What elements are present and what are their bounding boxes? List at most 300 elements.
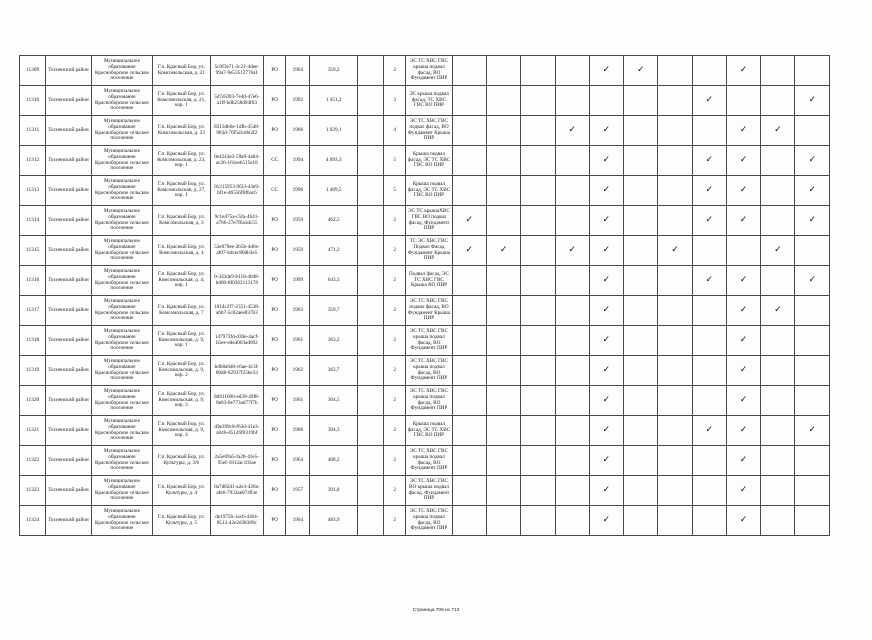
checkmark-icon: ✓	[602, 245, 611, 256]
cell-work-check	[795, 116, 830, 146]
cell-work-check	[555, 326, 589, 356]
cell-area: 1 929,1	[310, 116, 357, 146]
checkmark-icon: ✓	[774, 125, 782, 136]
cell-area: 483,9	[310, 506, 357, 536]
cell-record-id: 11319	[20, 356, 46, 386]
cell-municipality: Муниципальное образование Красноборское сельское поселение	[91, 206, 153, 236]
cell-work-check	[795, 506, 830, 536]
table-row	[20, 476, 830, 506]
cell-works-list: ЭС ТС ХВС ГВС ВО крыша подвал фасад, Фундамент ПИР	[406, 476, 452, 506]
cell-fias-code: 01215953-9f23-43e9-bf1e-d6556f6f6ac6	[210, 176, 263, 206]
checkmark-icon: ✓	[465, 215, 474, 226]
cell-work-check	[624, 116, 658, 146]
cell-work-check	[589, 266, 623, 296]
cell-address: Г.п. Красный Бор, ул. Комсомольская, д. 23	[153, 116, 210, 146]
cell-address: Г.п. Красный Бор, ул. Комсомольская, д. 4	[153, 236, 210, 266]
cell-blank	[357, 56, 383, 86]
cell-year-built: 1992	[286, 86, 310, 116]
cell-work-check	[589, 506, 623, 536]
table-row	[20, 236, 830, 266]
cell-work-check	[761, 176, 795, 206]
checkmark-icon: ✓	[602, 485, 611, 496]
cell-work-check	[726, 506, 760, 536]
cell-municipality: Муниципальное образование Красноборское сельское поселение	[91, 116, 153, 146]
cell-building-type: РО	[264, 296, 286, 326]
cell-work-check	[521, 266, 555, 296]
table-row	[20, 56, 830, 86]
cell-work-check	[795, 446, 830, 476]
cell-building-type: СС	[264, 146, 286, 176]
checkmark-icon: ✓	[602, 215, 611, 226]
cell-work-check	[555, 86, 589, 116]
cell-work-check	[555, 56, 589, 86]
cell-work-check	[624, 86, 658, 116]
cell-work-check	[486, 296, 520, 326]
cell-year-built: 1962	[286, 356, 310, 386]
cell-year-built: 1957	[286, 476, 310, 506]
cell-district: Тосненский район	[46, 386, 91, 416]
cell-address: Г.п. Красный Бор, ул. Комсомольская, д. 23, кор. 1	[153, 146, 210, 176]
cell-floors: 4	[384, 116, 406, 146]
cell-work-check	[589, 146, 623, 176]
cell-work-check	[658, 266, 692, 296]
cell-floors: 2	[384, 506, 406, 536]
cell-work-check	[726, 206, 760, 236]
cell-area: 471,2	[310, 236, 357, 266]
cell-fias-code: 9c1e475a-c5fa-4641-a766-27e7f6a3dc55	[210, 206, 263, 236]
cell-work-check	[486, 386, 520, 416]
cell-floors: 2	[384, 326, 406, 356]
cell-blank	[357, 356, 383, 386]
cell-work-check	[692, 386, 726, 416]
checkmark-icon: ✓	[602, 365, 611, 376]
cell-fias-code: 0-343de9-b118-4048-bd00-8f0362113178	[210, 266, 263, 296]
cell-work-check	[658, 236, 692, 266]
cell-work-check	[624, 356, 658, 386]
cell-work-check	[521, 326, 555, 356]
cell-area: 362,7	[310, 356, 357, 386]
cell-work-check	[555, 506, 589, 536]
cell-work-check	[761, 296, 795, 326]
cell-work-check	[452, 296, 486, 326]
cell-district: Тосненский район	[46, 266, 91, 296]
checkmark-icon: ✓	[705, 155, 714, 166]
cell-year-built: 1999	[286, 266, 310, 296]
cell-area: 363,2	[310, 326, 357, 356]
cell-work-check	[486, 86, 520, 116]
cell-year-built: 1963	[286, 296, 310, 326]
checkmark-icon: ✓	[739, 275, 748, 286]
checkmark-icon: ✓	[808, 215, 817, 226]
cell-work-check	[555, 476, 589, 506]
cell-building-type: РО	[264, 56, 286, 86]
cell-address: Г.п. Красный Бор, ул. Комсомольская, д. 27, кор. 1	[153, 176, 210, 206]
cell-work-check	[624, 236, 658, 266]
cell-work-check	[726, 266, 760, 296]
cell-floors: 2	[384, 476, 406, 506]
cell-work-check	[521, 356, 555, 386]
cell-floors: 2	[384, 296, 406, 326]
cell-work-check	[452, 176, 486, 206]
cell-work-check	[486, 146, 520, 176]
cell-work-check	[589, 476, 623, 506]
cell-work-check	[795, 386, 830, 416]
checkmark-icon: ✓	[774, 245, 782, 256]
cell-work-check	[521, 206, 555, 236]
cell-work-check	[624, 326, 658, 356]
cell-district: Тосненский район	[46, 146, 91, 176]
cell-works-list: Крыша подвал фасад, ЭС ТС ХВС ГВС ВО ПИР	[406, 146, 452, 176]
cell-district: Тосненский район	[46, 236, 91, 266]
table-row	[20, 86, 830, 116]
cell-work-check	[761, 476, 795, 506]
cell-building-type: РО	[264, 446, 286, 476]
cell-year-built: 1959	[286, 206, 310, 236]
cell-work-check	[692, 146, 726, 176]
cell-works-list: ТС ЭС ХВС ГВС Подвал Фасад Фундамент Крыша ПИР	[406, 236, 452, 266]
cell-work-check	[486, 116, 520, 146]
cell-work-check	[726, 386, 760, 416]
cell-floors: 3	[384, 86, 406, 116]
cell-work-check	[589, 86, 623, 116]
cell-works-list: ЭС ТС ХВС ГВС крыша подвал фасад, ВО Фундамент ПИР	[406, 56, 452, 86]
cell-blank	[357, 206, 383, 236]
cell-year-built: 1961	[286, 386, 310, 416]
cell-work-check	[658, 296, 692, 326]
cell-works-list: ЭС ТС ХВС ГВС крыша подвал фасад, ВО Фундамент ПИР	[406, 326, 452, 356]
checkmark-icon: ✓	[705, 275, 714, 286]
cell-district: Тосненский район	[46, 506, 91, 536]
table-row	[20, 176, 830, 206]
cell-works-list: Подвал фасад, ЭС ТС ХВС ГВС Крыша ВО ПИР	[406, 266, 452, 296]
cell-record-id: 11312	[20, 146, 46, 176]
checkmark-icon: ✓	[739, 65, 748, 76]
cell-work-check	[726, 176, 760, 206]
cell-works-list: Крыша подвал фасад, ЭС ТС ХВС ГВС ВО ПИР	[406, 176, 452, 206]
cell-work-check	[658, 146, 692, 176]
cell-address: Г.п. Красный Бор, ул. Комсомольская, д. 9, кор. 4	[153, 416, 210, 446]
cell-work-check	[555, 146, 589, 176]
cell-area: 391,8	[310, 476, 357, 506]
checkmark-icon: ✓	[808, 95, 817, 106]
cell-work-check	[521, 116, 555, 146]
cell-work-check	[486, 446, 520, 476]
cell-year-built: 1959	[286, 236, 310, 266]
cell-work-check	[761, 236, 795, 266]
cell-work-check	[726, 416, 760, 446]
checkmark-icon: ✓	[602, 185, 611, 196]
cell-work-check	[486, 506, 520, 536]
checkmark-icon: ✓	[705, 425, 714, 436]
cell-work-check	[452, 506, 486, 536]
cell-area: 359,7	[310, 296, 357, 326]
cell-fias-code: 0e4243e3-59a9-4a84-ac26-161eeb515e18	[210, 146, 263, 176]
cell-year-built: 1966	[286, 116, 310, 146]
cell-work-check	[726, 56, 760, 86]
cell-district: Тосненский район	[46, 296, 91, 326]
cell-floors: 5	[384, 146, 406, 176]
cell-blank	[357, 386, 383, 416]
cell-blank	[357, 326, 383, 356]
cell-address: Г.п. Красный Бор, ул. Комсомольская, д. 7	[153, 296, 210, 326]
cell-municipality: Муниципальное образование Красноборское сельское поселение	[91, 146, 153, 176]
cell-municipality: Муниципальное образование Красноборское сельское поселение	[91, 86, 153, 116]
cell-work-check	[726, 326, 760, 356]
cell-works-list: ЭС крыша подвал фасад, ТС ХВС ГВС ВО ПИР	[406, 86, 452, 116]
cell-work-check	[589, 356, 623, 386]
cell-work-check	[795, 176, 830, 206]
cell-works-list: ЭС ТС ХВС ГВС подвал фасад, ВО Фундамент Крыша ПИР	[406, 296, 452, 326]
cell-blank	[357, 476, 383, 506]
cell-district: Тосненский район	[46, 356, 91, 386]
checkmark-icon: ✓	[602, 125, 611, 136]
cell-work-check	[658, 86, 692, 116]
cell-floors: 2	[384, 356, 406, 386]
cell-municipality: Муниципальное образование Красноборское сельское поселение	[91, 476, 153, 506]
cell-work-check	[521, 506, 555, 536]
cell-work-check	[555, 206, 589, 236]
cell-area: 394,3	[310, 416, 357, 446]
checkmark-icon: ✓	[602, 65, 611, 76]
cell-floors: 5	[384, 176, 406, 206]
cell-municipality: Муниципальное образование Красноборское сельское поселение	[91, 506, 153, 536]
cell-building-type: РО	[264, 206, 286, 236]
cell-work-check	[761, 416, 795, 446]
cell-work-check	[521, 446, 555, 476]
cell-record-id: 11314	[20, 206, 46, 236]
cell-work-check	[624, 266, 658, 296]
cell-municipality: Муниципальное образование Красноборское сельское поселение	[91, 416, 153, 446]
cell-work-check	[521, 236, 555, 266]
cell-record-id: 11310	[20, 86, 46, 116]
cell-work-check	[521, 386, 555, 416]
cell-work-check	[658, 416, 692, 446]
cell-work-check	[521, 146, 555, 176]
cell-record-id: 11316	[20, 266, 46, 296]
cell-work-check	[795, 266, 830, 296]
cell-municipality: Муниципальное образование Красноборское сельское поселение	[91, 56, 153, 86]
cell-work-check	[658, 386, 692, 416]
cell-work-check	[589, 116, 623, 146]
checkmark-icon: ✓	[602, 275, 611, 286]
cell-work-check	[452, 356, 486, 386]
cell-blank	[357, 86, 383, 116]
cell-work-check	[795, 206, 830, 236]
cell-building-type: РО	[264, 86, 286, 116]
cell-work-check	[624, 386, 658, 416]
cell-work-check	[726, 116, 760, 146]
cell-work-check	[692, 116, 726, 146]
cell-year-built: 1988	[286, 416, 310, 446]
cell-district: Тосненский район	[46, 446, 91, 476]
cell-building-type: РО	[264, 326, 286, 356]
checkmark-icon: ✓	[602, 455, 611, 466]
cell-district: Тосненский район	[46, 56, 91, 86]
cell-work-check	[555, 446, 589, 476]
cell-work-check	[589, 176, 623, 206]
cell-blank	[357, 506, 383, 536]
checkmark-icon: ✓	[808, 275, 817, 286]
cell-work-check	[486, 236, 520, 266]
cell-work-check	[486, 176, 520, 206]
cell-year-built: 1996	[286, 176, 310, 206]
cell-work-check	[521, 476, 555, 506]
table-row	[20, 356, 830, 386]
cell-fias-code: 0a7d82d1-a2e3-428a-afe6-7933ae07493e	[210, 476, 263, 506]
checkmark-icon: ✓	[739, 125, 748, 136]
cell-work-check	[658, 476, 692, 506]
checkmark-icon: ✓	[568, 245, 576, 256]
cell-fias-code: 147973fd-d30e-4acf-b5ee-ede4063ad692	[210, 326, 263, 356]
cell-work-check	[555, 356, 589, 386]
cell-municipality: Муниципальное образование Красноборское сельское поселение	[91, 446, 153, 476]
checkmark-icon: ✓	[808, 185, 817, 196]
cell-address: Г.п. Красный Бор, ул. Культуры, д. 5	[153, 506, 210, 536]
cell-work-check	[452, 146, 486, 176]
cell-work-check	[795, 356, 830, 386]
cell-building-type: СС	[264, 176, 286, 206]
cell-record-id: 11322	[20, 446, 46, 476]
cell-record-id: 11321	[20, 416, 46, 446]
cell-work-check	[692, 416, 726, 446]
cell-building-type: РО	[264, 506, 286, 536]
cell-work-check	[486, 326, 520, 356]
cell-works-list: ЭС ТС ХВС ГВС крыша подвал фасад, ВО Фундамент ПИР	[406, 356, 452, 386]
cell-work-check	[486, 206, 520, 236]
cell-work-check	[452, 206, 486, 236]
cell-work-check	[658, 446, 692, 476]
cell-work-check	[726, 356, 760, 386]
cell-work-check	[624, 446, 658, 476]
cell-works-list: ЭС ТС ХВС ГВС подвал фасад, ВО Фундамент Крыша ПИР	[406, 116, 452, 146]
cell-work-check	[521, 86, 555, 116]
cell-work-check	[452, 476, 486, 506]
cell-work-check	[486, 476, 520, 506]
cell-work-check	[692, 176, 726, 206]
cell-work-check	[692, 506, 726, 536]
cell-building-type: РО	[264, 236, 286, 266]
cell-blank	[357, 446, 383, 476]
cell-work-check	[692, 476, 726, 506]
cell-year-built: 1964	[286, 56, 310, 86]
cell-work-check	[624, 506, 658, 536]
cell-municipality: Муниципальное образование Красноборское сельское поселение	[91, 326, 153, 356]
cell-work-check	[555, 116, 589, 146]
cell-work-check	[761, 386, 795, 416]
cell-works-list: ЭС ТС ХВС ГВС крыша подвал фасад, ВО Фундамент ПИР	[406, 446, 452, 476]
cell-district: Тосненский район	[46, 416, 91, 446]
cell-record-id: 11320	[20, 386, 46, 416]
cell-work-check	[521, 176, 555, 206]
cell-record-id: 11323	[20, 476, 46, 506]
cell-work-check	[589, 446, 623, 476]
cell-address: Г.п. Красный Бор, ул. Комсомольская, д. 3	[153, 206, 210, 236]
checkmark-icon: ✓	[705, 185, 714, 196]
cell-work-check	[521, 56, 555, 86]
cell-year-built: 1994	[286, 146, 310, 176]
cell-district: Тосненский район	[46, 116, 91, 146]
cell-record-id: 11309	[20, 56, 46, 86]
cell-work-check	[761, 146, 795, 176]
cell-work-check	[624, 146, 658, 176]
checkmark-icon: ✓	[636, 65, 645, 76]
cell-record-id: 11313	[20, 176, 46, 206]
cell-work-check	[692, 236, 726, 266]
cell-work-check	[692, 296, 726, 326]
cell-works-list: Крыша подвал фасад, ЭС ТС ХВС ГВС ВО ПИР	[406, 416, 452, 446]
cell-municipality: Муниципальное образование Красноборское сельское поселение	[91, 176, 153, 206]
cell-area: 4 093,3	[310, 146, 357, 176]
cell-district: Тосненский район	[46, 176, 91, 206]
cell-work-check	[624, 206, 658, 236]
cell-year-built: 1961	[286, 326, 310, 356]
cell-work-check	[658, 326, 692, 356]
checkmark-icon: ✓	[602, 515, 611, 526]
checkmark-icon: ✓	[602, 155, 611, 166]
cell-work-check	[486, 266, 520, 296]
checkmark-icon: ✓	[739, 395, 748, 406]
cell-district: Тосненский район	[46, 326, 91, 356]
cell-work-check	[726, 146, 760, 176]
cell-work-check	[761, 116, 795, 146]
cell-floors: 2	[384, 266, 406, 296]
cell-fias-code: 8313db6e-1dfb-4548-983d-76f5d1a9e2f2	[210, 116, 263, 146]
checkmark-icon: ✓	[671, 245, 679, 256]
cell-area: 408,2	[310, 446, 357, 476]
checkmark-icon: ✓	[465, 245, 474, 256]
cell-work-check	[452, 446, 486, 476]
cell-building-type: РО	[264, 386, 286, 416]
cell-fias-code: 5c0f3e71-3c22-4dee-99a7-9e53512776a1	[210, 56, 263, 86]
cell-work-check	[452, 86, 486, 116]
cell-work-check	[726, 236, 760, 266]
checkmark-icon: ✓	[602, 395, 611, 406]
cell-municipality: Муниципальное образование Красноборское сельское поселение	[91, 386, 153, 416]
cell-work-check	[589, 296, 623, 326]
cell-work-check	[761, 326, 795, 356]
table-row	[20, 146, 830, 176]
table-row	[20, 386, 830, 416]
cell-work-check	[589, 56, 623, 86]
table-row	[20, 296, 830, 326]
cell-fias-code: d9e399c8-f63d-41e3-a046-d5126f0319bf	[210, 416, 263, 446]
checkmark-icon: ✓	[739, 455, 748, 466]
cell-work-check	[555, 266, 589, 296]
cell-works-list: ЭС ТС ХВС ГВС крыша подвал фасад, ВО Фундамент ПИР	[406, 506, 452, 536]
register-table	[19, 55, 830, 536]
cell-work-check	[658, 176, 692, 206]
cell-work-check	[452, 116, 486, 146]
checkmark-icon: ✓	[499, 245, 508, 256]
checkmark-icon: ✓	[739, 305, 748, 316]
cell-address: Г.п. Красный Бор, ул. Культуры, д. 4	[153, 476, 210, 506]
cell-work-check	[726, 296, 760, 326]
cell-address: Г.п. Красный Бор, ул. Комсомольская, д. 9, кор. 3	[153, 386, 210, 416]
cell-blank	[357, 146, 383, 176]
checkmark-icon: ✓	[808, 425, 817, 436]
checkmark-icon: ✓	[602, 335, 611, 346]
cell-building-type: РО	[264, 416, 286, 446]
cell-fias-code: de1975b-1ac6-4364-8512-42e2d38389c	[210, 506, 263, 536]
cell-fias-code: 2a5e69a5-fa28-41e5-95ef-1812ac103ae	[210, 446, 263, 476]
cell-record-id: 11311	[20, 116, 46, 146]
cell-work-check	[761, 506, 795, 536]
cell-work-check	[726, 86, 760, 116]
cell-work-check	[692, 356, 726, 386]
cell-floors: 2	[384, 56, 406, 86]
cell-municipality: Муниципальное образование Красноборское сельское поселение	[91, 356, 153, 386]
cell-work-check	[795, 476, 830, 506]
